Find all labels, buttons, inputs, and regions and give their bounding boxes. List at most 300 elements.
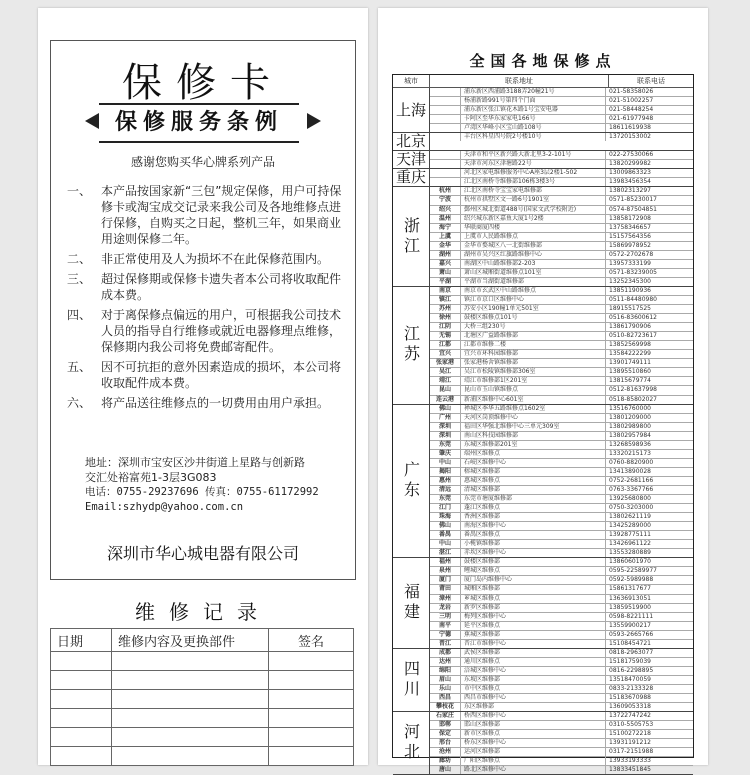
station-row [430, 396, 693, 404]
repair-record-row [51, 709, 354, 728]
region-rows [430, 558, 693, 647]
terms-banner: 保修服务条例 [99, 103, 299, 143]
station-city [430, 88, 461, 96]
clause-text: 超过保修期或保修卡遗失者本公司将收取配件成本费。 [101, 272, 342, 302]
station-phone: 15108454721 [609, 639, 651, 647]
station-city: 平湖 [430, 278, 461, 286]
station-address: 东坡区维修部 [461, 676, 606, 684]
station-phone: 13858172908 [609, 214, 651, 222]
region-name: 福建 [393, 558, 430, 647]
station-city: 苏州 [430, 305, 461, 313]
station-city: 广州 [430, 414, 461, 422]
repair-record-row [51, 690, 354, 709]
station-phone: 13957333199 [609, 259, 651, 267]
station-phone: 0518-85802027 [609, 395, 657, 403]
station-city: 上虞 [430, 233, 461, 241]
station-city: 保定 [430, 730, 461, 738]
station-city: 靖江 [430, 377, 461, 385]
station-row [430, 441, 693, 450]
clause-text: 非正常使用及人为损坏不在此保修范围内。 [101, 252, 330, 266]
repair-record-cell [51, 671, 112, 690]
service-station-card [378, 8, 708, 774]
station-city: 邯郸 [430, 721, 461, 729]
clause-item [67, 183, 345, 247]
stations-body [393, 88, 693, 775]
header-signature: 签名 [269, 629, 354, 652]
station-phone: 13925680800 [609, 495, 651, 503]
banner-left-tip [85, 113, 99, 129]
station-city: 杭州 [430, 187, 461, 195]
region-block [393, 187, 693, 287]
station-row [430, 595, 693, 604]
station-address: 杨浦新路991号第四个门面 [461, 97, 606, 105]
station-row [430, 640, 693, 648]
station-row [430, 305, 693, 314]
region-block [393, 558, 693, 648]
station-city: 清远 [430, 486, 461, 494]
address-line-1: 地址：深圳市宝安区沙井街道上星路与创新路 [85, 456, 305, 469]
header-phone: 联系电话 [608, 75, 693, 87]
station-address: 大桥三组230号 [461, 323, 606, 331]
station-row [430, 459, 693, 468]
region-rows [430, 287, 693, 404]
region-name: 四川 [393, 649, 430, 711]
station-phone: 021-61977948 [609, 115, 654, 123]
station-phone: 0598-8221111 [609, 612, 654, 620]
region-block [393, 712, 693, 775]
station-address: 赤坎区维修中心 [461, 549, 606, 557]
station-phone: 0592-5989988 [609, 576, 654, 584]
station-phone: 0833-2133328 [609, 685, 654, 692]
station-row [430, 133, 693, 141]
repair-record-cell [112, 652, 269, 671]
clause-text: 将产品送往维修点的一切费用由用户承担。 [101, 396, 330, 410]
station-row [430, 242, 693, 251]
station-address: 通川区维修点 [461, 658, 606, 666]
station-city: 宁波 [430, 196, 461, 204]
station-row [430, 685, 693, 694]
station-row [430, 323, 693, 332]
station-phone: 0511-84480980 [609, 295, 657, 303]
station-phone: 13815679774 [609, 377, 651, 385]
repair-record-cell [269, 709, 354, 728]
station-city: 邢台 [430, 739, 461, 747]
station-address: 河北区家电维修服务中心A座3层2楼1-502 [461, 169, 606, 177]
station-address: 城厢区维修部 [461, 585, 606, 593]
station-phone: 13268598936 [609, 440, 651, 448]
thanks-text: 感谢您购买华心牌系列产品 [130, 155, 275, 169]
station-address: 鲤城区维修点 [461, 567, 606, 575]
station-phone: 13802621119 [609, 513, 651, 521]
station-row [430, 676, 693, 685]
station-phone: 13252345300 [609, 277, 651, 285]
station-address: 新罗区维修部 [461, 604, 606, 612]
station-address: 浦东新区张江镇花木路1号宝安电器 [461, 106, 606, 114]
station-row [430, 739, 693, 748]
station-address: 金华市婺城区八一北街维修部 [461, 242, 606, 250]
station-city: 廊坊 [430, 757, 461, 765]
region-rows [430, 88, 693, 132]
station-city [430, 178, 461, 186]
station-row [430, 124, 693, 132]
station-row [430, 287, 693, 296]
station-city [430, 124, 461, 132]
station-phone: 13983456354 [609, 178, 651, 186]
station-row [430, 260, 693, 269]
station-city [430, 151, 461, 159]
station-city: 昆山 [430, 386, 461, 394]
repair-record-cell [51, 652, 112, 671]
clause-number: 四、 [67, 308, 92, 322]
station-address: 晋江市维修中心 [461, 640, 606, 648]
repair-record-title: 维修记录 [135, 600, 271, 624]
station-phone: 13895510860 [609, 368, 651, 376]
station-row [430, 477, 693, 486]
station-city: 晋江 [430, 640, 461, 648]
station-row [430, 423, 693, 432]
station-row [430, 160, 693, 168]
region-name: 广东 [393, 405, 430, 558]
station-row [430, 486, 693, 495]
station-phone: 13516760000 [609, 404, 651, 412]
station-address: 南湖区中山路维修部2-203 [461, 260, 606, 268]
station-phone: 021-58358026 [609, 88, 654, 95]
region-rows [430, 649, 693, 711]
clause-number: 三、 [67, 272, 92, 286]
station-row [430, 88, 693, 97]
region-block [393, 151, 693, 169]
station-address: 华联商厦四楼 [461, 224, 606, 232]
station-phone: 13931191212 [609, 739, 651, 747]
repair-record-row [51, 671, 354, 690]
region-block [393, 133, 693, 151]
station-city: 厦门 [430, 576, 461, 584]
region-name: 浙江 [393, 187, 430, 286]
station-city: 莆田 [430, 585, 461, 593]
station-row [430, 386, 693, 395]
station-address: 榕城区维修部 [461, 468, 606, 476]
company-name: 深圳市华心城电器有限公司 [106, 544, 299, 563]
station-city: 南平 [430, 622, 461, 630]
repair-record-cell [51, 728, 112, 747]
station-city: 无锡 [430, 332, 461, 340]
station-city: 江阴 [430, 323, 461, 331]
region-name: 河北 [393, 712, 430, 774]
region-rows [430, 187, 693, 286]
station-phone: 13928775111 [609, 531, 651, 539]
station-address: 卡阿区至华东家家电166号 [461, 115, 606, 123]
station-row [430, 540, 693, 549]
station-address: 广阳区维修点 [461, 757, 606, 765]
station-phone: 0816-2298895 [609, 666, 654, 674]
station-phone: 13559900217 [609, 621, 651, 629]
station-address: 鄞州区城北街道488号(国家文武学校附近) [461, 206, 606, 214]
station-address: 梅列区维修中心 [461, 613, 606, 621]
repair-record-table [50, 628, 354, 766]
station-address: 鼓楼区维修点101号 [461, 314, 606, 322]
station-row [430, 468, 693, 477]
station-city: 徐州 [430, 314, 461, 322]
repair-record-cell [269, 747, 354, 766]
station-address: 涪城区维修中心 [461, 667, 606, 675]
station-row [430, 106, 693, 115]
station-phone: 13413890028 [609, 467, 651, 475]
station-row [430, 631, 693, 640]
repair-record-header [51, 629, 354, 652]
station-city: 连云港 [430, 396, 461, 404]
station-row [430, 604, 693, 613]
station-city: 肇庆 [430, 450, 461, 458]
email-line: Email:szhydp@yahoo.com.cn [85, 501, 244, 513]
station-address: 浦东新区西浦路3188弄20幢21号 [461, 88, 606, 96]
station-phone: 0760-8820900 [609, 458, 654, 466]
station-address: 路北区维修中心 [461, 766, 606, 774]
station-phone: 0571-83239005 [609, 268, 657, 276]
station-address: 绍兴城东新区嘉鱼大厦1号2楼 [461, 215, 606, 223]
region-name: 江苏 [393, 287, 430, 404]
station-address: 鼓楼区维修部 [461, 558, 606, 566]
station-phone: 0750-3203000 [609, 504, 654, 512]
station-row [430, 215, 693, 224]
station-address: 镇江市京口区维修中心 [461, 296, 606, 304]
clause-text: 对于离保修点偏远的用户，可根据我公司技术人员的指导自行维修或就近电器修理点维修，保修期内我公司将免费邮寄配件。 [101, 308, 342, 354]
station-phone: 0572-2702678 [609, 250, 654, 258]
station-address: 禅城区季华五路维修点1602室 [461, 405, 606, 413]
station-city: 嘉兴 [430, 260, 461, 268]
station-phone: 13425289000 [609, 522, 651, 530]
region-block [393, 169, 693, 187]
station-city: 成都 [430, 649, 461, 657]
station-row [430, 703, 693, 711]
station-address: 芗城区维修点 [461, 595, 606, 603]
station-row [430, 622, 693, 631]
station-city: 金华 [430, 242, 461, 250]
station-row [430, 585, 693, 594]
header-city: 城市 [404, 77, 418, 85]
station-address: 惠城区维修点 [461, 477, 606, 485]
station-address: 南山区科技园维修部 [461, 432, 606, 440]
station-phone: 15183670988 [609, 694, 651, 702]
station-address: 厦门岛内维修中心 [461, 576, 606, 584]
station-address: 卢湾区华峰小区宝山路108号 [461, 124, 606, 132]
station-city: 张家港 [430, 359, 461, 367]
station-address: 西昌市维修中心 [461, 694, 606, 702]
station-city: 东莞 [430, 495, 461, 503]
clause-item [67, 307, 345, 355]
station-address: 天河区岗顶维修中心 [461, 414, 606, 422]
station-city [430, 160, 461, 168]
station-city [430, 133, 461, 141]
station-city: 镇江 [430, 296, 461, 304]
station-row [430, 495, 693, 504]
station-row [430, 269, 693, 278]
station-city: 漳州 [430, 595, 461, 603]
station-row [430, 115, 693, 124]
station-phone: 0516-83600612 [609, 314, 657, 322]
station-phone: 13852569998 [609, 341, 651, 349]
station-city: 中山 [430, 540, 461, 548]
station-address: 天津市河东区津塘路22号 [461, 160, 606, 168]
station-phone: 021-51002257 [609, 97, 654, 105]
station-phone: 13720153002 [609, 133, 651, 141]
station-row [430, 151, 693, 160]
station-city: 江门 [430, 504, 461, 512]
station-row [430, 721, 693, 730]
station-city: 湛江 [430, 549, 461, 557]
station-address: 宜兴市环科园维修部 [461, 350, 606, 358]
station-city: 宁德 [430, 631, 461, 639]
station-address: 张家港杨舍镇维修部 [461, 359, 606, 367]
station-phone: 13801209000 [609, 413, 651, 421]
station-phone: 0752-2681166 [609, 476, 654, 484]
station-row [430, 649, 693, 658]
station-city: 三明 [430, 613, 461, 621]
station-address: 邯山区维修部 [461, 721, 606, 729]
clause-number: 二、 [67, 252, 92, 266]
station-phone: 13758346657 [609, 223, 651, 231]
station-address: 平湖市当湖街道维修部 [461, 278, 606, 286]
stations-header [393, 75, 693, 88]
station-row [430, 359, 693, 368]
station-phone: 0595-22589977 [609, 567, 657, 575]
station-phone: 13901749111 [609, 359, 651, 367]
station-city: 佛山 [430, 405, 461, 413]
station-address: 靖江市维修部1区201室 [461, 377, 606, 385]
station-city [430, 115, 461, 123]
station-row [430, 766, 693, 774]
station-city: 达州 [430, 658, 461, 666]
station-row [430, 712, 693, 721]
station-phone: 13802989800 [609, 422, 651, 430]
repair-record-cell [269, 728, 354, 747]
station-city: 番禺 [430, 531, 461, 539]
station-city: 石家庄 [430, 712, 461, 720]
station-address: 蓬江区维修点 [461, 504, 606, 512]
station-phone: 13584222299 [609, 350, 651, 358]
clause-number: 五、 [67, 360, 92, 374]
repair-record-cell [269, 671, 354, 690]
repair-record-cell [112, 690, 269, 709]
station-phone: 0763-3367766 [609, 485, 654, 493]
repair-record-cell [51, 709, 112, 728]
phone-line: 电话：0755-29237696 传真：0755-61172992 [85, 486, 319, 498]
station-city: 深圳 [430, 423, 461, 431]
station-city [430, 97, 461, 105]
region-name: 上海 [393, 88, 430, 132]
station-city: 珠海 [430, 513, 461, 521]
station-address: 丰台区科星四号院2号楼10号 [461, 133, 606, 141]
region-name: 重庆 [393, 169, 430, 186]
clause-number: 一、 [67, 184, 92, 198]
station-phone: 15157564356 [609, 232, 651, 240]
station-city: 海宁 [430, 224, 461, 232]
station-phone: 13802957984 [609, 431, 651, 439]
station-city [430, 106, 461, 114]
station-address: 天津市和平区新兴路大新北里3-2-101号 [461, 151, 606, 159]
station-phone: 13009863323 [609, 169, 651, 177]
station-phone: 15861317677 [609, 585, 651, 593]
station-phone: 0512-81637998 [609, 386, 657, 394]
station-phone: 13820299982 [609, 160, 651, 168]
repair-record-cell [269, 690, 354, 709]
station-address: 桥西区维修中心 [461, 712, 606, 720]
warranty-card [38, 8, 368, 765]
repair-record-cell [112, 747, 269, 766]
station-row [430, 450, 693, 459]
station-address: 萧山区城厢街道维修点101室 [461, 269, 606, 277]
station-row [430, 414, 693, 423]
header-content: 维修内容及更换部件 [112, 629, 269, 652]
banner-right-tip [307, 113, 321, 129]
region-block [393, 405, 693, 559]
station-phone: 13553280889 [609, 549, 651, 557]
contact-info [85, 455, 345, 515]
station-city: 萧山 [430, 269, 461, 277]
clause-item [67, 359, 345, 391]
region-rows [430, 133, 693, 150]
station-address: 新浦区维修中心601室 [461, 396, 606, 404]
station-city: 福州 [430, 558, 461, 566]
station-phone: 13933193333 [609, 757, 651, 765]
station-row [430, 178, 693, 186]
station-phone: 022-27530066 [609, 151, 654, 159]
station-city: 眉山 [430, 676, 461, 684]
station-city: 沧州 [430, 748, 461, 756]
station-address: 端州区维修点 [461, 450, 606, 458]
clause-text: 因不可抗拒的意外因素造成的损坏，本公司将收取配件成本费。 [101, 360, 342, 390]
station-row [430, 251, 693, 260]
station-city: 绵阳 [430, 667, 461, 675]
station-address: 江都市维修二楼 [461, 341, 606, 349]
address-line-2: 交汇处裕富苑1-3层3G083 [85, 471, 217, 484]
station-phone: 0574-87504851 [609, 205, 657, 213]
region-rows [430, 405, 693, 558]
station-city: 佛山 [430, 522, 461, 530]
station-row [430, 658, 693, 667]
clause-list [67, 183, 345, 415]
station-row [430, 278, 693, 286]
station-address: 东莞市塘厦维修部 [461, 495, 606, 503]
station-row [430, 432, 693, 441]
station-address: 市中区维修点 [461, 685, 606, 693]
station-city: 泉州 [430, 567, 461, 575]
station-row [430, 314, 693, 323]
region-rows [430, 151, 693, 168]
station-address: 香洲区维修部 [461, 513, 606, 521]
station-row [430, 196, 693, 205]
region-block [393, 287, 693, 405]
station-address: 北塘区广益路维修部 [461, 332, 606, 340]
repair-record-cell [112, 671, 269, 690]
station-phone: 15869978952 [609, 241, 651, 249]
station-phone: 13320215173 [609, 449, 651, 457]
station-row [430, 206, 693, 215]
station-address: 苏安小区190幢1单元501室 [461, 305, 606, 313]
station-row [430, 332, 693, 341]
header-address: 联系地址 [429, 75, 608, 87]
station-city: 惠州 [430, 477, 461, 485]
station-city: 龙岩 [430, 604, 461, 612]
clause-item [67, 395, 345, 411]
station-city: 宜兴 [430, 350, 461, 358]
header-date: 日期 [51, 629, 112, 652]
station-row [430, 694, 693, 703]
station-phone: 13518470059 [609, 675, 651, 683]
repair-record-row [51, 728, 354, 747]
station-phone: 0310-5505753 [609, 721, 654, 729]
station-address: 清城区维修部 [461, 486, 606, 494]
station-address: 新市区维修点 [461, 730, 606, 738]
